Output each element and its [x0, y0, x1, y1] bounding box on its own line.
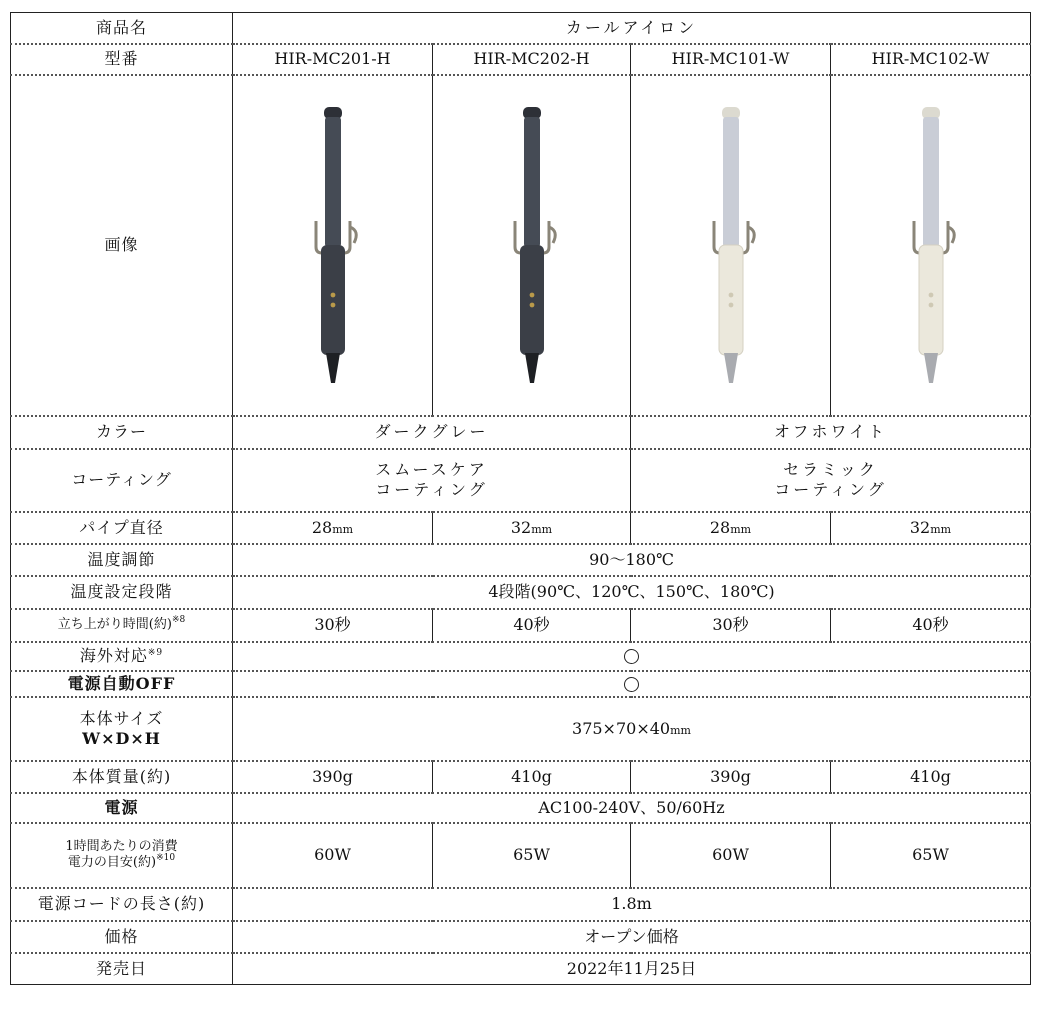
curling-iron-dark-gray-32mm-image [487, 95, 577, 395]
cord-end [924, 353, 938, 383]
pipe-diameter-cell [233, 512, 433, 544]
handle [520, 245, 544, 355]
barrel [524, 117, 540, 247]
label-temp-control: 温度調節 [11, 544, 233, 576]
row-body-weight [11, 761, 1031, 793]
button-dot [529, 293, 534, 298]
power-cell: 65W [831, 823, 1031, 888]
spec-table [10, 12, 1031, 985]
color-cell: ダークグレー [233, 416, 631, 449]
label-product-name: 商品名 [11, 13, 233, 44]
circle-mark-icon [624, 677, 639, 692]
label-auto-off: 電源自動OFF [11, 671, 233, 697]
button-dot [330, 293, 335, 298]
label-temp-steps: 温度設定段階 [11, 576, 233, 609]
pipe-diameter-number: 32 [909, 517, 931, 537]
curling-iron-off-white-28mm-image [686, 95, 776, 395]
row-power-consumption [11, 823, 1031, 888]
label-price: 価格 [11, 921, 233, 953]
barrel [723, 117, 739, 247]
row-coating [11, 449, 1031, 512]
button-dot [928, 293, 933, 298]
unit-mm: mm [531, 522, 553, 536]
value-body-size [233, 697, 1031, 761]
unit-mm: mm [730, 522, 752, 536]
model-cell: HIR-MC102-W [831, 44, 1031, 75]
handle [719, 245, 743, 355]
label-heatup-time [11, 609, 233, 642]
coating-line: コーティング [375, 480, 488, 499]
power-cell: 65W [433, 823, 631, 888]
barrel [325, 117, 341, 247]
curling-iron-dark-gray-28mm-image [288, 95, 378, 395]
label-power-line: 電力の目安(約) [67, 855, 157, 870]
row-color [11, 416, 1031, 449]
label-body-size [11, 697, 233, 761]
value-temp-control: 90〜180℃ [233, 544, 1031, 576]
row-overseas [11, 642, 1031, 671]
cord-end [525, 353, 539, 383]
label-overseas [11, 642, 233, 671]
label-power-consumption [11, 823, 233, 888]
row-price [11, 921, 1031, 953]
model-cell: HIR-MC101-W [631, 44, 831, 75]
row-cord-length [11, 888, 1031, 921]
button-dot [330, 303, 335, 308]
coating-line: セラミック [783, 460, 878, 479]
label-body-size-line: 本体サイズ [79, 708, 164, 728]
label-power-source: 電源 [11, 793, 233, 823]
button-dot [928, 303, 933, 308]
curling-iron-off-white-32mm-image [886, 95, 976, 395]
label-cord-length: 電源コードの長さ(約) [11, 888, 233, 921]
barrel [923, 117, 939, 247]
pipe-diameter-cell [433, 512, 631, 544]
value-price: オープン価格 [233, 921, 1031, 953]
row-body-size [11, 697, 1031, 761]
button-dot [529, 303, 534, 308]
label-release-date: 発売日 [11, 953, 233, 985]
row-temp-control [11, 544, 1031, 576]
coating-line: コーティング [774, 480, 887, 499]
heatup-cell: 40秒 [433, 609, 631, 642]
label-power-line: 1時間あたりの消費 [65, 838, 178, 854]
label-body-size-dims: W×D×H [82, 728, 161, 748]
heatup-cell: 30秒 [233, 609, 433, 642]
value-overseas [233, 642, 1031, 671]
row-release-date [11, 953, 1031, 985]
image-cell [233, 75, 433, 416]
image-cell [631, 75, 831, 416]
button-dot [728, 293, 733, 298]
pipe-diameter-cell [831, 512, 1031, 544]
label-pipe-diameter: パイプ直径 [11, 512, 233, 544]
heatup-cell: 30秒 [631, 609, 831, 642]
image-cell [433, 75, 631, 416]
footnote-mark: ※9 [147, 648, 164, 658]
handle [919, 245, 943, 355]
label-model: 型番 [11, 44, 233, 75]
row-auto-off [11, 671, 1031, 697]
value-temp-steps: 4段階(90℃、120℃、150℃、180℃) [233, 576, 1031, 609]
power-cell: 60W [233, 823, 433, 888]
circle-mark-icon [624, 649, 639, 664]
row-heatup-time [11, 609, 1031, 642]
row-product-name [11, 13, 1031, 44]
image-cell [831, 75, 1031, 416]
row-temp-steps [11, 576, 1031, 609]
unit-mm: mm [332, 522, 354, 536]
weight-cell: 410g [831, 761, 1031, 793]
unit-mm: mm [670, 723, 691, 737]
model-cell: HIR-MC201-H [233, 44, 433, 75]
label-color: カラー [11, 416, 233, 449]
value-release-date: 2022年11月25日 [233, 953, 1031, 985]
value-auto-off [233, 671, 1031, 697]
spec-table-container [10, 12, 1030, 985]
color-cell: オフホワイト [631, 416, 1031, 449]
body-size-number: 375×70×40 [572, 718, 671, 738]
cord-end [724, 353, 738, 383]
button-dot [728, 303, 733, 308]
handle [321, 245, 345, 355]
heatup-cell: 40秒 [831, 609, 1031, 642]
label-image: 画像 [11, 75, 233, 416]
coating-cell [233, 449, 631, 512]
row-pipe-diameter [11, 512, 1031, 544]
pipe-diameter-number: 32 [510, 517, 532, 537]
unit-mm: mm [930, 522, 952, 536]
label-overseas-text: 海外対応 [79, 646, 148, 665]
power-cell: 60W [631, 823, 831, 888]
pipe-diameter-number: 28 [709, 517, 731, 537]
label-heatup-text: 立ち上がり時間(約) [57, 616, 172, 632]
weight-cell: 390g [631, 761, 831, 793]
row-power-source [11, 793, 1031, 823]
weight-cell: 390g [233, 761, 433, 793]
pipe-diameter-cell [631, 512, 831, 544]
label-body-weight: 本体質量(約) [11, 761, 233, 793]
model-cell: HIR-MC202-H [433, 44, 631, 75]
coating-cell [631, 449, 1031, 512]
footnote-mark: ※10 [156, 853, 176, 863]
coating-line: スムースケア [375, 460, 488, 479]
value-cord-length: 1.8m [233, 888, 1031, 921]
value-product-name: カールアイロン [233, 13, 1031, 44]
weight-cell: 410g [433, 761, 631, 793]
row-model [11, 44, 1031, 75]
footnote-mark: ※8 [171, 614, 186, 625]
value-power-source: AC100-240V、50/60Hz [233, 793, 1031, 823]
cord-end [326, 353, 340, 383]
pipe-diameter-number: 28 [311, 517, 333, 537]
row-image [11, 75, 1031, 416]
label-coating: コーティング [11, 449, 233, 512]
